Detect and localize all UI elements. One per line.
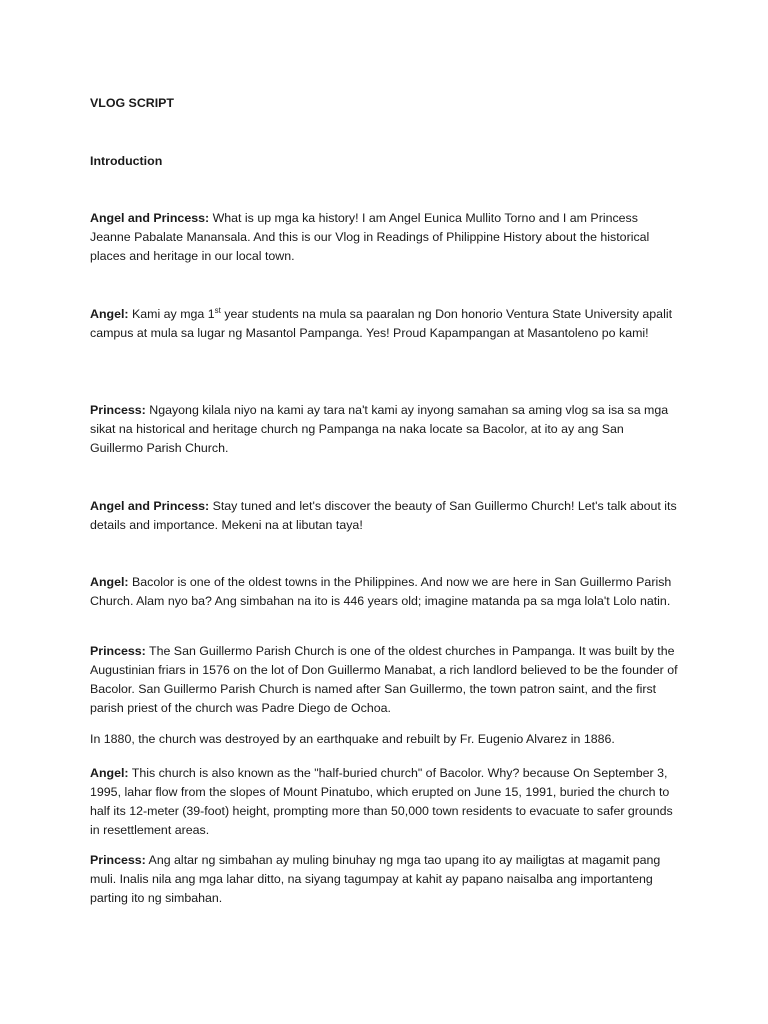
speaker-label: Princess: bbox=[90, 403, 146, 417]
paragraph-text: In 1880, the church was destroyed by an earthquake and rebuilt by Fr. Eugenio Alvarez in 1886. bbox=[90, 732, 615, 746]
paragraph-3 bbox=[90, 401, 680, 458]
paragraph-text: The San Guillermo Parish Church is one of the oldest churches in Pampanga. It was built by the Augustinian friars in 1576 on the lot of Don Guillermo Manabat, a rich landlord believed to be the founder of Bacolor. San Guillermo Parish Church is named after San Guillermo, the town patron saint, and the first parish priest of the church was Padre Diego de Ochoa. bbox=[90, 644, 678, 715]
speaker-label: Angel and Princess: bbox=[90, 499, 210, 513]
paragraph-text: Bacolor is one of the oldest towns in the Philippines. And now we are here in San Guillermo Parish Church. Alam nyo ba? Ang simbahan na ito is 446 years old; imagine matanda pa sa mga lola't Lolo natin. bbox=[90, 575, 672, 608]
paragraph-text: What is up mga ka history! I am Angel Eunica Mullito Torno and I am Princess Jeanne Pabalate Manansala. And this is our Vlog in Readings of Philippine History about the historical places and heritage in our local town. bbox=[90, 211, 650, 263]
ordinal-suffix: st bbox=[214, 305, 221, 315]
speaker-label: Princess: bbox=[90, 644, 146, 658]
speaker-label: Angel: bbox=[90, 766, 129, 780]
speaker-label: Angel and Princess: bbox=[90, 211, 210, 225]
paragraph-text: This church is also known as the "half-buried church" of Bacolor. Why? because On September 3, 1995, lahar flow from the slopes of Mount Pinatubo, which erupted on June 15, 1991, buried the church to half its 12-meter (39-foot) height, prompting more than 50,000 town residents to evacuate to safer grounds in resettlement areas. bbox=[90, 766, 673, 837]
speaker-label: Angel: bbox=[90, 307, 129, 321]
paragraph-6 bbox=[90, 642, 680, 718]
speaker-label: Princess: bbox=[90, 853, 146, 867]
paragraph-7 bbox=[90, 730, 680, 749]
paragraph-text: year students na mula sa paaralan ng Don honorio Ventura State University apalit campus at mula sa lugar ng Masantol Pampanga. Yes! Proud Kapampangan at Masantoleno po kami! bbox=[90, 307, 673, 340]
document-title: VLOG SCRIPT bbox=[90, 96, 174, 110]
paragraph-4 bbox=[90, 497, 680, 535]
paragraph-text: Ngayong kilala niyo na kami ay tara na't kami ay inyong samahan sa aming vlog sa isa sa mga sikat na historical and heritage church ng Pampanga na naka locate sa Bacolor, at ito ay ang San Guillermo Parish Church. bbox=[90, 403, 669, 455]
paragraph-5 bbox=[90, 573, 680, 611]
section-heading: Introduction bbox=[90, 154, 163, 168]
paragraph-text: Stay tuned and let's discover the beauty of San Guillermo Church! Let's talk about its details and importance. Mekeni na at libutan taya! bbox=[90, 499, 677, 532]
paragraph-9 bbox=[90, 851, 680, 908]
paragraph-1 bbox=[90, 209, 680, 266]
paragraph-text: Ang altar ng simbahan ay muling binuhay ng mga tao upang ito ay mailigtas at magamit pang muli. Inalis nila ang mga lahar ditto, na siyang tagumpay at kahit ay papano naisalba ang importanteng parting ito ng simbahan. bbox=[90, 853, 661, 905]
paragraph-2 bbox=[90, 305, 680, 343]
paragraph-8 bbox=[90, 764, 680, 840]
speaker-label: Angel: bbox=[90, 575, 129, 589]
paragraph-text: Kami ay mga 1 bbox=[128, 307, 215, 321]
